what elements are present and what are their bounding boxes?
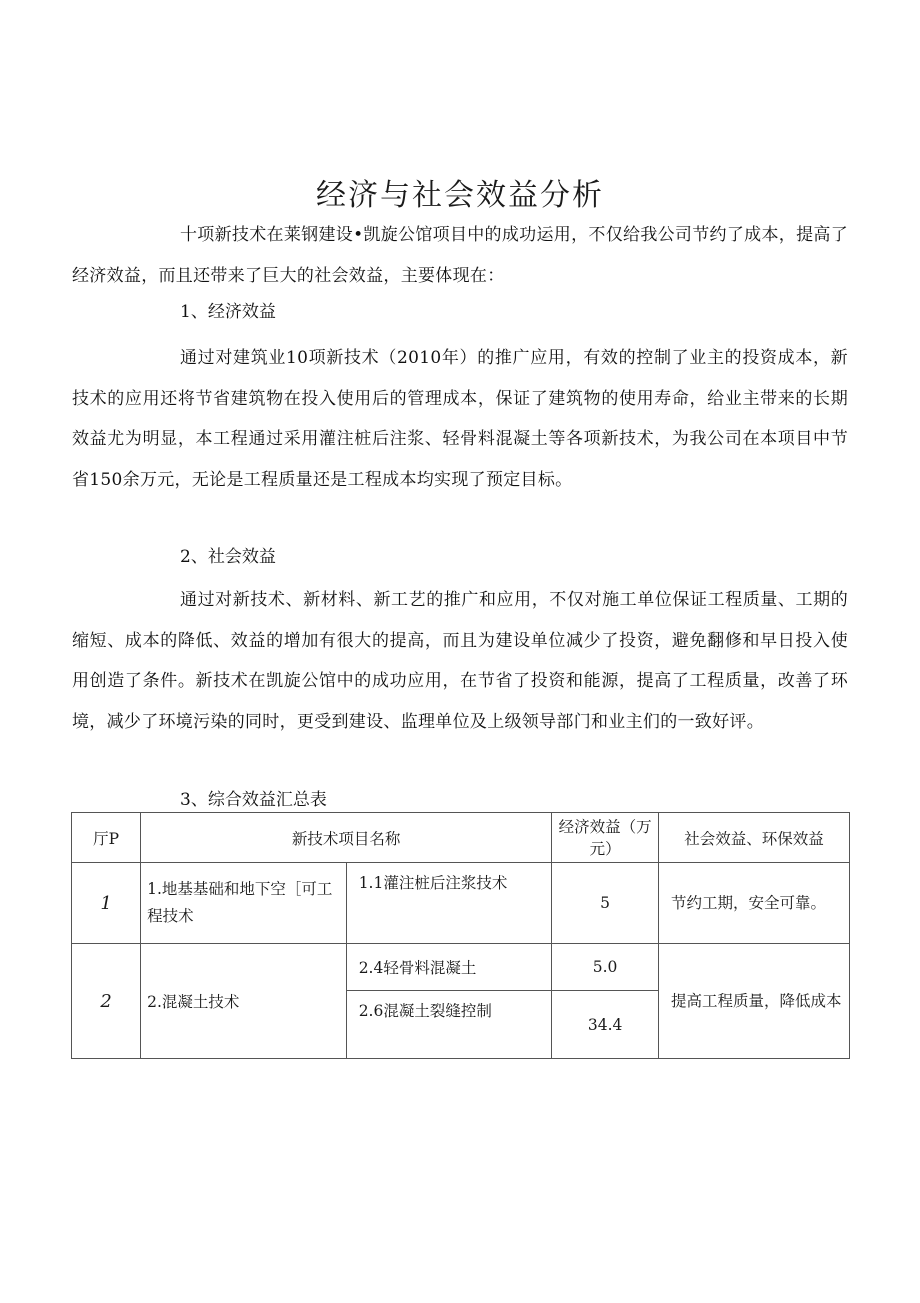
summary-table: [71, 812, 850, 1059]
row-tech: 2.4轻骨料混凝土: [346, 944, 552, 991]
row-econ: 5: [552, 863, 659, 944]
header-no: 厅P: [72, 813, 141, 863]
row-no-value: 2: [100, 990, 112, 1012]
header-econ: 经济效益（万元）: [552, 813, 659, 863]
row-category: 2.混凝土技术: [141, 944, 347, 1059]
row-no: [72, 863, 141, 944]
section-body-social: 通过对新技术、新材料、新工艺的推广和应用，不仅对施工单位保证工程质量、工期的缩短、成本的降低、效益的增加有很大的提高，而且为建设单位减少了投资，避免翻修和早日投入使用创造了条件。新技术在凯旋公馆中的成功应用，在节省了投资和能源，提高了工程质量，改善了环境，减少了环境污染的同时，更受到建设、监理单位及上级领导部门和业主们的一致好评。: [72, 590, 848, 732]
row-social: 提高工程质量，降低成本: [658, 944, 849, 1059]
row-tech: 1.1灌注桩后注浆技术: [346, 863, 552, 944]
row-econ: 34.4: [552, 991, 659, 1059]
section-heading-social: 2、社会效益: [180, 547, 276, 567]
document-title: 经济与社会效益分析: [316, 178, 604, 213]
intro-paragraph: 十项新技术在莱钢建设•凯旋公馆项目中的成功运用，不仅给我公司节约了成本，提高了经济效益，而且还带来了巨大的社会效益，主要体现在：: [72, 225, 848, 286]
section-heading-economic: 1、经济效益: [180, 302, 276, 322]
header-tech-name: 新技术项目名称: [141, 813, 552, 863]
row-social: 节约工期，安全可靠。: [658, 863, 849, 944]
section-body-economic: 通过对建筑业10项新技术（2010年）的推广应用，有效的控制了业主的投资成本，新技术的应用还将节省建筑物在投入使用后的管理成本，保证了建筑物的使用寿命，给业主带来的长期效益尤为明显，本工程通过采用灌注桩后注浆、轻骨料混凝土等各项新技术，为我公司在本项目中节省150余万元，无论是工程质量还是工程成本均实现了预定目标。: [72, 348, 848, 490]
table-header-row: [72, 813, 850, 863]
section-heading-summary: 3、综合效益汇总表: [180, 790, 327, 810]
table-row: [72, 944, 850, 991]
table-row: [72, 863, 850, 944]
row-tech: 2.6混凝土裂缝控制: [346, 991, 552, 1059]
row-no-value: 1: [100, 892, 112, 914]
row-econ: 5.0: [552, 944, 659, 991]
row-category: 1.地基基础和地下空［可工程技术: [141, 863, 347, 944]
row-no: [72, 944, 141, 1059]
header-social: 社会效益、环保效益: [658, 813, 849, 863]
